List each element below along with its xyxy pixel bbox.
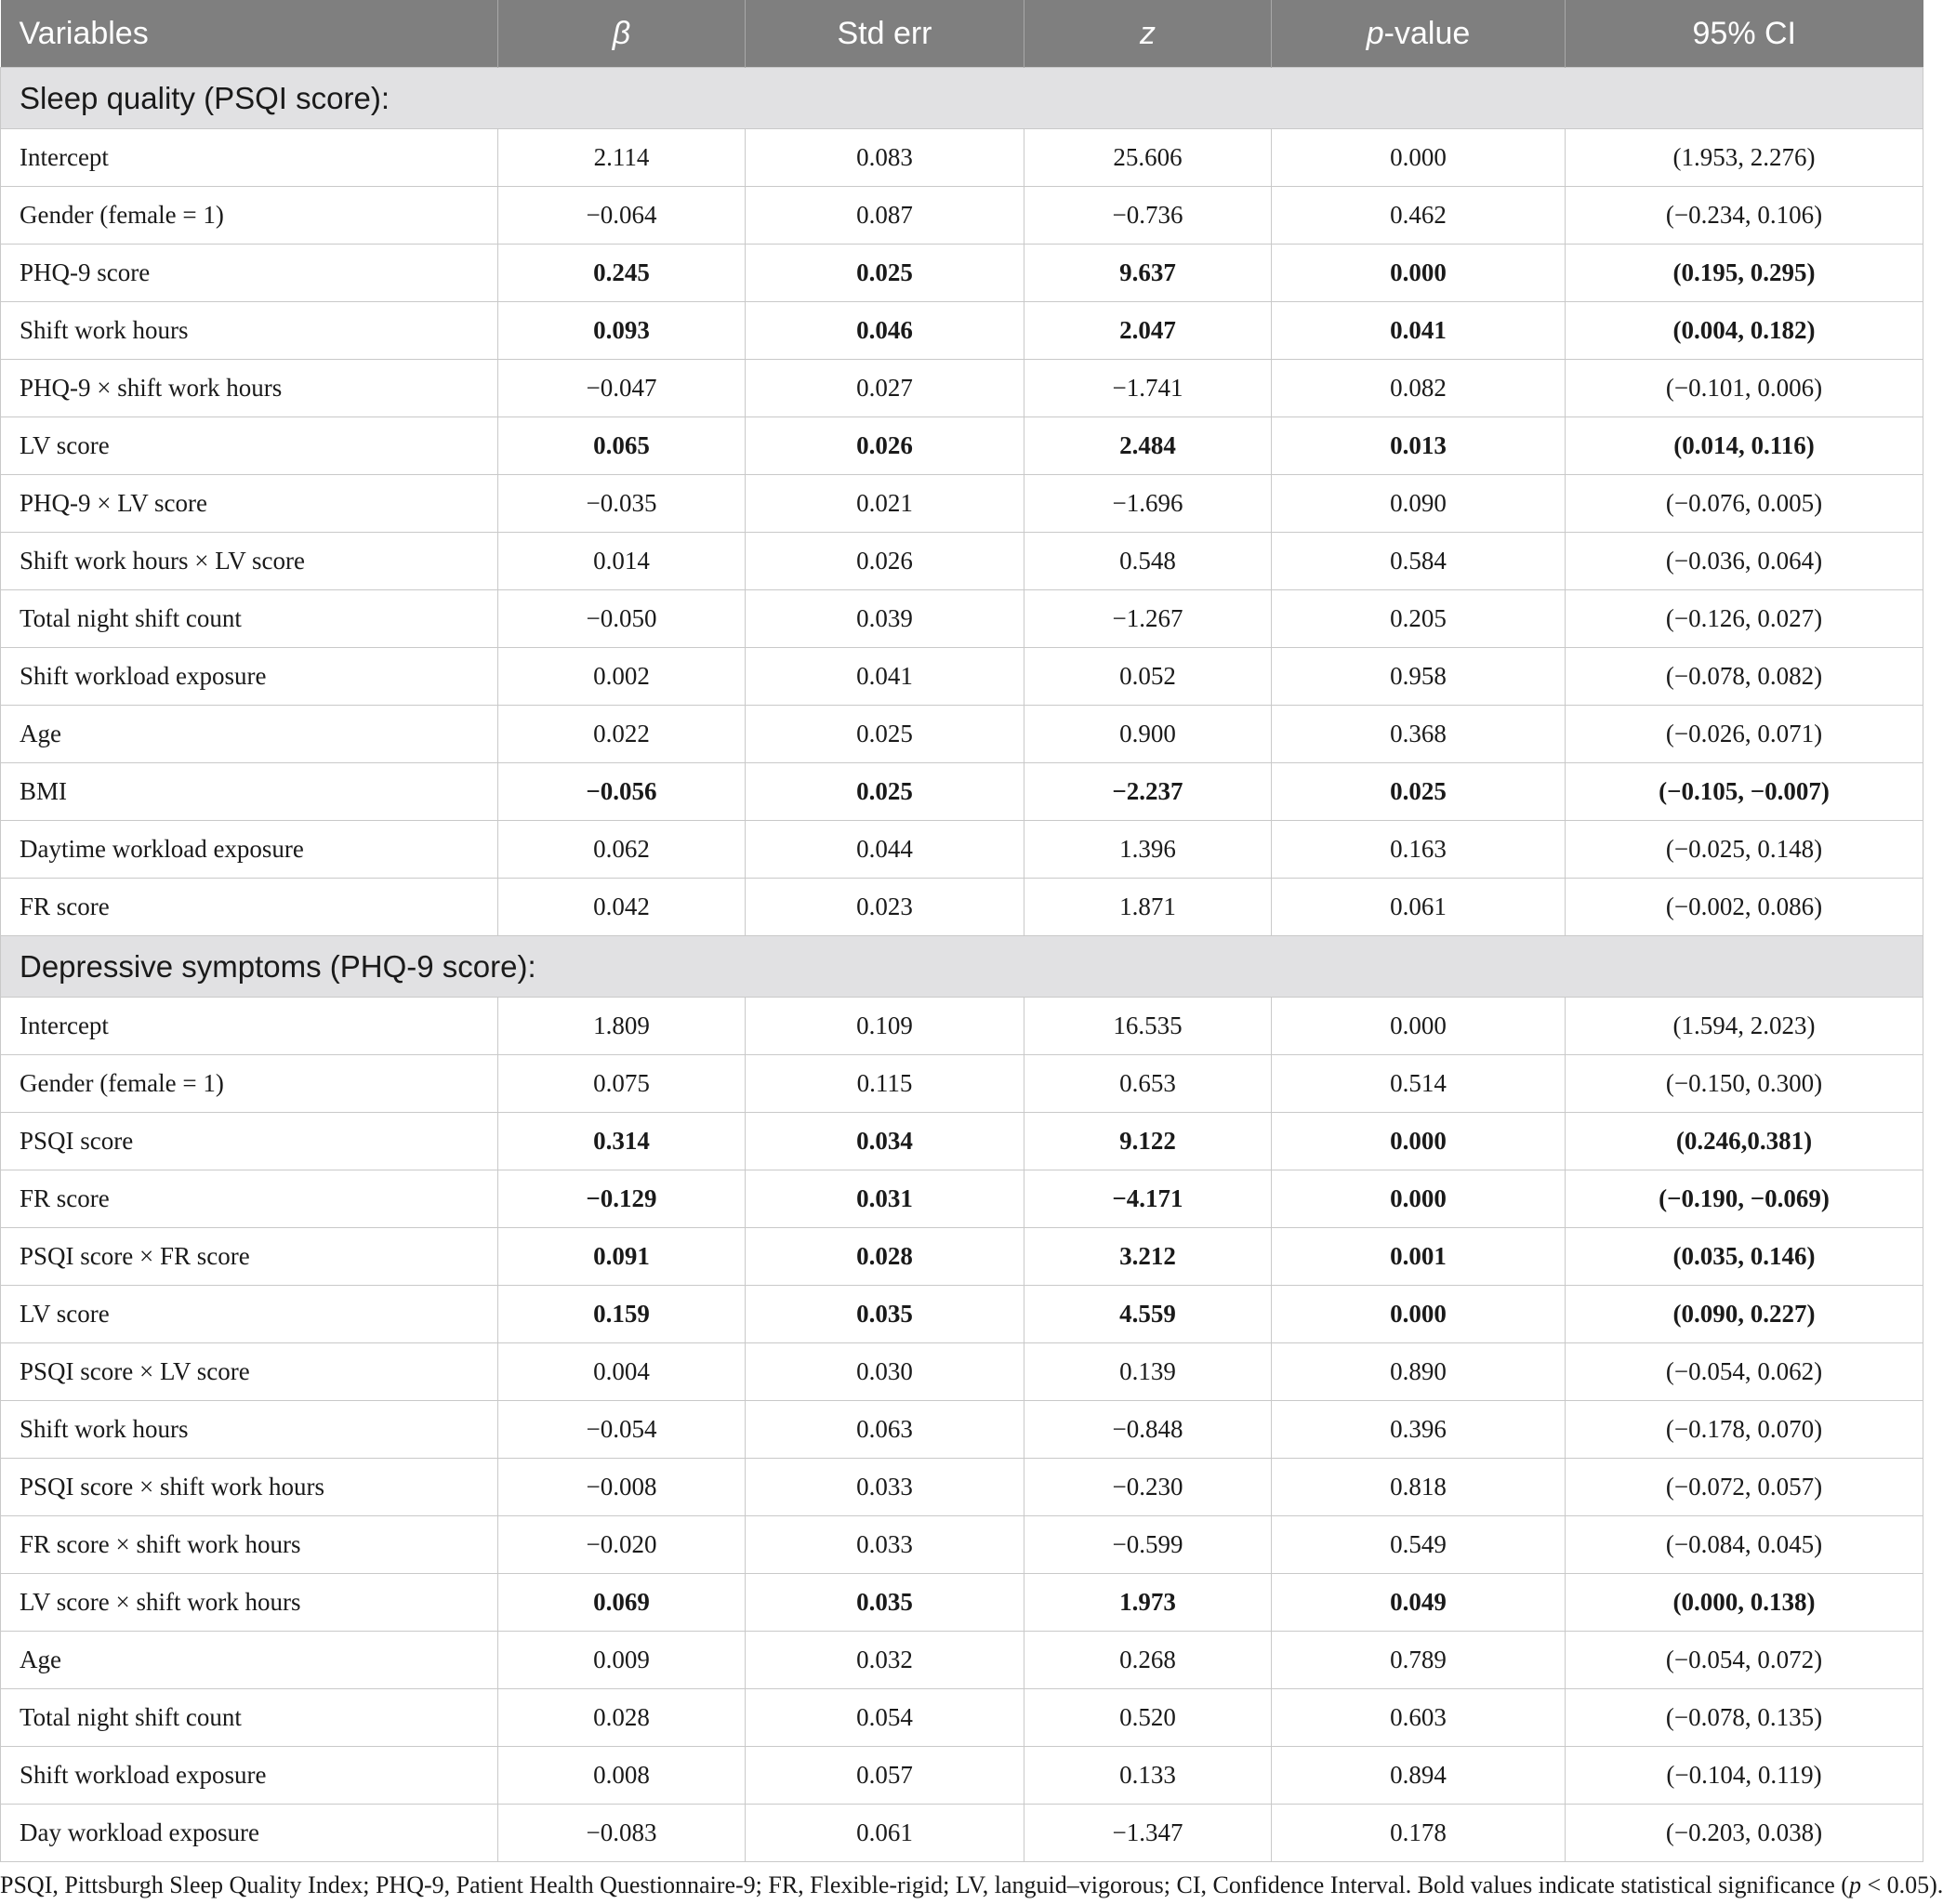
z-cell: 0.268 <box>1024 1632 1272 1689</box>
ci-cell: (−0.036, 0.064) <box>1566 533 1923 590</box>
section-title: Depressive symptoms (PHQ-9 score): <box>1 936 1923 998</box>
z-cell: 9.122 <box>1024 1113 1272 1170</box>
beta-cell: 0.093 <box>498 302 746 360</box>
z-cell: −2.237 <box>1024 763 1272 821</box>
table-row <box>1 302 1923 360</box>
ci-cell: (−0.190, −0.069) <box>1566 1170 1923 1228</box>
table-row <box>1 417 1923 475</box>
table-row <box>1 590 1923 648</box>
ci-cell: (0.000, 0.138) <box>1566 1574 1923 1632</box>
table-row <box>1 1516 1923 1574</box>
beta-cell: 2.114 <box>498 129 746 187</box>
std-err-cell: 0.039 <box>746 590 1024 648</box>
beta-cell: 0.042 <box>498 879 746 936</box>
table-row <box>1 1228 1923 1286</box>
p-value-cell: 0.368 <box>1272 706 1566 763</box>
ci-cell: (−0.054, 0.062) <box>1566 1343 1923 1401</box>
p-value-cell: 0.178 <box>1272 1805 1566 1862</box>
table-row <box>1 360 1923 417</box>
table-row <box>1 998 1923 1055</box>
z-cell: 0.052 <box>1024 648 1272 706</box>
p-value-cell: 0.890 <box>1272 1343 1566 1401</box>
p-value-cell: 0.584 <box>1272 533 1566 590</box>
variable-cell: BMI <box>1 763 498 821</box>
table-row <box>1 1113 1923 1170</box>
z-cell: −0.599 <box>1024 1516 1272 1574</box>
p-value-cell: 0.000 <box>1272 1286 1566 1343</box>
beta-cell: 0.069 <box>498 1574 746 1632</box>
std-err-cell: 0.087 <box>746 187 1024 245</box>
z-cell: −0.736 <box>1024 187 1272 245</box>
variable-cell: Gender (female = 1) <box>1 187 498 245</box>
z-cell: −0.230 <box>1024 1459 1272 1516</box>
variable-cell: LV score <box>1 417 498 475</box>
header-std-err: Std err <box>746 0 1024 68</box>
std-err-cell: 0.025 <box>746 763 1024 821</box>
variable-cell: Shift workload exposure <box>1 648 498 706</box>
p-value-cell: 0.061 <box>1272 879 1566 936</box>
std-err-cell: 0.061 <box>746 1805 1024 1862</box>
header-row <box>1 0 1923 68</box>
variable-cell: PSQI score × shift work hours <box>1 1459 498 1516</box>
p-value-cell: 0.000 <box>1272 1113 1566 1170</box>
p-value-cell: 0.462 <box>1272 187 1566 245</box>
z-cell: −0.848 <box>1024 1401 1272 1459</box>
table-row <box>1 648 1923 706</box>
std-err-cell: 0.035 <box>746 1574 1024 1632</box>
table-row <box>1 1055 1923 1113</box>
beta-cell: 0.159 <box>498 1286 746 1343</box>
ci-cell: (1.953, 2.276) <box>1566 129 1923 187</box>
z-cell: 4.559 <box>1024 1286 1272 1343</box>
ci-cell: (−0.084, 0.045) <box>1566 1516 1923 1574</box>
std-err-cell: 0.032 <box>746 1632 1024 1689</box>
beta-cell: −0.047 <box>498 360 746 417</box>
p-value-cell: 0.000 <box>1272 1170 1566 1228</box>
p-value-cell: 0.000 <box>1272 998 1566 1055</box>
p-value-cell: 0.090 <box>1272 475 1566 533</box>
header-p-suffix: -value <box>1383 15 1471 51</box>
p-value-cell: 0.001 <box>1272 1228 1566 1286</box>
section-row <box>1 936 1923 998</box>
std-err-cell: 0.035 <box>746 1286 1024 1343</box>
variable-cell: Shift work hours <box>1 1401 498 1459</box>
variable-cell: PSQI score × LV score <box>1 1343 498 1401</box>
p-value-cell: 0.818 <box>1272 1459 1566 1516</box>
p-value-cell: 0.396 <box>1272 1401 1566 1459</box>
section-row <box>1 68 1923 129</box>
z-cell: 0.520 <box>1024 1689 1272 1747</box>
z-cell: −1.267 <box>1024 590 1272 648</box>
ci-cell: (1.594, 2.023) <box>1566 998 1923 1055</box>
table-body <box>1 68 1923 1862</box>
std-err-cell: 0.027 <box>746 360 1024 417</box>
z-cell: 25.606 <box>1024 129 1272 187</box>
ci-cell: (0.246,0.381) <box>1566 1113 1923 1170</box>
table-row <box>1 763 1923 821</box>
header-beta-label: β <box>612 15 631 51</box>
z-cell: −4.171 <box>1024 1170 1272 1228</box>
ci-cell: (0.014, 0.116) <box>1566 417 1923 475</box>
z-cell: 0.139 <box>1024 1343 1272 1401</box>
variable-cell: Intercept <box>1 129 498 187</box>
z-cell: 1.973 <box>1024 1574 1272 1632</box>
table-row <box>1 1747 1923 1805</box>
std-err-cell: 0.044 <box>746 821 1024 879</box>
beta-cell: 0.245 <box>498 245 746 302</box>
beta-cell: 0.062 <box>498 821 746 879</box>
beta-cell: −0.050 <box>498 590 746 648</box>
variable-cell: FR score <box>1 1170 498 1228</box>
section-title: Sleep quality (PSQI score): <box>1 68 1923 129</box>
beta-cell: −0.129 <box>498 1170 746 1228</box>
ci-cell: (−0.002, 0.086) <box>1566 879 1923 936</box>
ci-cell: (0.004, 0.182) <box>1566 302 1923 360</box>
z-cell: −1.741 <box>1024 360 1272 417</box>
variable-cell: PHQ-9 score <box>1 245 498 302</box>
std-err-cell: 0.041 <box>746 648 1024 706</box>
table-header <box>1 0 1923 68</box>
ci-cell: (−0.076, 0.005) <box>1566 475 1923 533</box>
variable-cell: PSQI score × FR score <box>1 1228 498 1286</box>
header-z <box>1024 0 1272 68</box>
variable-cell: Intercept <box>1 998 498 1055</box>
beta-cell: −0.020 <box>498 1516 746 1574</box>
z-cell: 0.653 <box>1024 1055 1272 1113</box>
ci-cell: (0.090, 0.227) <box>1566 1286 1923 1343</box>
beta-cell: −0.064 <box>498 187 746 245</box>
p-value-cell: 0.013 <box>1272 417 1566 475</box>
table-row <box>1 533 1923 590</box>
ci-cell: (−0.054, 0.072) <box>1566 1632 1923 1689</box>
p-value-cell: 0.958 <box>1272 648 1566 706</box>
header-p-letter: p <box>1366 15 1384 51</box>
std-err-cell: 0.021 <box>746 475 1024 533</box>
variable-cell: Shift work hours × LV score <box>1 533 498 590</box>
table-row <box>1 475 1923 533</box>
table-row <box>1 1632 1923 1689</box>
table-row <box>1 1805 1923 1862</box>
variable-cell: Shift work hours <box>1 302 498 360</box>
header-z-label: z <box>1140 15 1156 51</box>
std-err-cell: 0.046 <box>746 302 1024 360</box>
std-err-cell: 0.026 <box>746 533 1024 590</box>
std-err-cell: 0.083 <box>746 129 1024 187</box>
std-err-cell: 0.057 <box>746 1747 1024 1805</box>
p-value-cell: 0.163 <box>1272 821 1566 879</box>
variable-cell: FR score <box>1 879 498 936</box>
std-err-cell: 0.025 <box>746 706 1024 763</box>
variable-cell: Gender (female = 1) <box>1 1055 498 1113</box>
header-ci: 95% CI <box>1566 0 1923 68</box>
std-err-cell: 0.033 <box>746 1516 1024 1574</box>
table-row <box>1 1401 1923 1459</box>
footnote-p-letter: p <box>1848 1871 1861 1898</box>
z-cell: 9.637 <box>1024 245 1272 302</box>
p-value-cell: 0.894 <box>1272 1747 1566 1805</box>
header-variables: Variables <box>1 0 498 68</box>
ci-cell: (−0.105, −0.007) <box>1566 763 1923 821</box>
std-err-cell: 0.030 <box>746 1343 1024 1401</box>
header-beta <box>498 0 746 68</box>
beta-cell: 0.004 <box>498 1343 746 1401</box>
ci-cell: (−0.101, 0.006) <box>1566 360 1923 417</box>
variable-cell: Age <box>1 1632 498 1689</box>
variable-cell: PHQ-9 × shift work hours <box>1 360 498 417</box>
beta-cell: 0.002 <box>498 648 746 706</box>
ci-cell: (−0.150, 0.300) <box>1566 1055 1923 1113</box>
z-cell: 0.548 <box>1024 533 1272 590</box>
std-err-cell: 0.054 <box>746 1689 1024 1747</box>
p-value-cell: 0.205 <box>1272 590 1566 648</box>
variable-cell: Total night shift count <box>1 1689 498 1747</box>
z-cell: −1.347 <box>1024 1805 1272 1862</box>
ci-cell: (−0.025, 0.148) <box>1566 821 1923 879</box>
p-value-cell: 0.603 <box>1272 1689 1566 1747</box>
variable-cell: PHQ-9 × LV score <box>1 475 498 533</box>
variable-cell: Daytime workload exposure <box>1 821 498 879</box>
z-cell: 2.484 <box>1024 417 1272 475</box>
ci-cell: (−0.234, 0.106) <box>1566 187 1923 245</box>
ci-cell: (0.035, 0.146) <box>1566 1228 1923 1286</box>
z-cell: 0.133 <box>1024 1747 1272 1805</box>
p-value-cell: 0.549 <box>1272 1516 1566 1574</box>
z-cell: 1.871 <box>1024 879 1272 936</box>
table-row <box>1 1574 1923 1632</box>
beta-cell: −0.008 <box>498 1459 746 1516</box>
table-row <box>1 821 1923 879</box>
table-row <box>1 1170 1923 1228</box>
beta-cell: 0.091 <box>498 1228 746 1286</box>
std-err-cell: 0.034 <box>746 1113 1024 1170</box>
variable-cell: LV score × shift work hours <box>1 1574 498 1632</box>
beta-cell: 0.314 <box>498 1113 746 1170</box>
ci-cell: (−0.178, 0.070) <box>1566 1401 1923 1459</box>
p-value-cell: 0.025 <box>1272 763 1566 821</box>
ci-cell: (−0.078, 0.082) <box>1566 648 1923 706</box>
beta-cell: 0.022 <box>498 706 746 763</box>
variable-cell: Day workload exposure <box>1 1805 498 1862</box>
variable-cell: LV score <box>1 1286 498 1343</box>
p-value-cell: 0.000 <box>1272 129 1566 187</box>
table-row <box>1 1689 1923 1747</box>
std-err-cell: 0.063 <box>746 1401 1024 1459</box>
p-value-cell: 0.082 <box>1272 360 1566 417</box>
ci-cell: (−0.026, 0.071) <box>1566 706 1923 763</box>
p-value-cell: 0.041 <box>1272 302 1566 360</box>
z-cell: 16.535 <box>1024 998 1272 1055</box>
z-cell: 0.900 <box>1024 706 1272 763</box>
std-err-cell: 0.026 <box>746 417 1024 475</box>
beta-cell: 0.009 <box>498 1632 746 1689</box>
table-row <box>1 879 1923 936</box>
beta-cell: −0.056 <box>498 763 746 821</box>
std-err-cell: 0.023 <box>746 879 1024 936</box>
beta-cell: −0.054 <box>498 1401 746 1459</box>
variable-cell: PSQI score <box>1 1113 498 1170</box>
table-row <box>1 245 1923 302</box>
variable-cell: Total night shift count <box>1 590 498 648</box>
ci-cell: (−0.203, 0.038) <box>1566 1805 1923 1862</box>
p-value-cell: 0.049 <box>1272 1574 1566 1632</box>
table-row <box>1 706 1923 763</box>
beta-cell: 0.008 <box>498 1747 746 1805</box>
std-err-cell: 0.115 <box>746 1055 1024 1113</box>
table-row <box>1 1459 1923 1516</box>
beta-cell: 0.065 <box>498 417 746 475</box>
beta-cell: 0.075 <box>498 1055 746 1113</box>
std-err-cell: 0.031 <box>746 1170 1024 1228</box>
p-value-cell: 0.514 <box>1272 1055 1566 1113</box>
std-err-cell: 0.033 <box>746 1459 1024 1516</box>
ci-cell: (−0.072, 0.057) <box>1566 1459 1923 1516</box>
z-cell: 3.212 <box>1024 1228 1272 1286</box>
std-err-cell: 0.109 <box>746 998 1024 1055</box>
z-cell: 2.047 <box>1024 302 1272 360</box>
ci-cell: (−0.104, 0.119) <box>1566 1747 1923 1805</box>
table-footnote: PSQI, Pittsburgh Sleep Quality Index; PHQ-9, Patient Health Questionnaire-9; FR, Flexible-rigid; LV, languid–vigorous; CI, Confidence Interval. Bold values indicate statistical significance (p < 0.05). <box>0 1871 1943 1898</box>
beta-cell: 0.028 <box>498 1689 746 1747</box>
variable-cell: Shift workload exposure <box>1 1747 498 1805</box>
z-cell: 1.396 <box>1024 821 1272 879</box>
beta-cell: 1.809 <box>498 998 746 1055</box>
table-row <box>1 129 1923 187</box>
std-err-cell: 0.025 <box>746 245 1024 302</box>
variable-cell: FR score × shift work hours <box>1 1516 498 1574</box>
z-cell: −1.696 <box>1024 475 1272 533</box>
beta-cell: −0.035 <box>498 475 746 533</box>
ci-cell: (−0.078, 0.135) <box>1566 1689 1923 1747</box>
ci-cell: (0.195, 0.295) <box>1566 245 1923 302</box>
beta-cell: −0.083 <box>498 1805 746 1862</box>
table-row <box>1 1343 1923 1401</box>
p-value-cell: 0.789 <box>1272 1632 1566 1689</box>
std-err-cell: 0.028 <box>746 1228 1024 1286</box>
table-row <box>1 1286 1923 1343</box>
ci-cell: (−0.126, 0.027) <box>1566 590 1923 648</box>
beta-cell: 0.014 <box>498 533 746 590</box>
table-row <box>1 187 1923 245</box>
p-value-cell: 0.000 <box>1272 245 1566 302</box>
variable-cell: Age <box>1 706 498 763</box>
header-p-value <box>1272 0 1566 68</box>
